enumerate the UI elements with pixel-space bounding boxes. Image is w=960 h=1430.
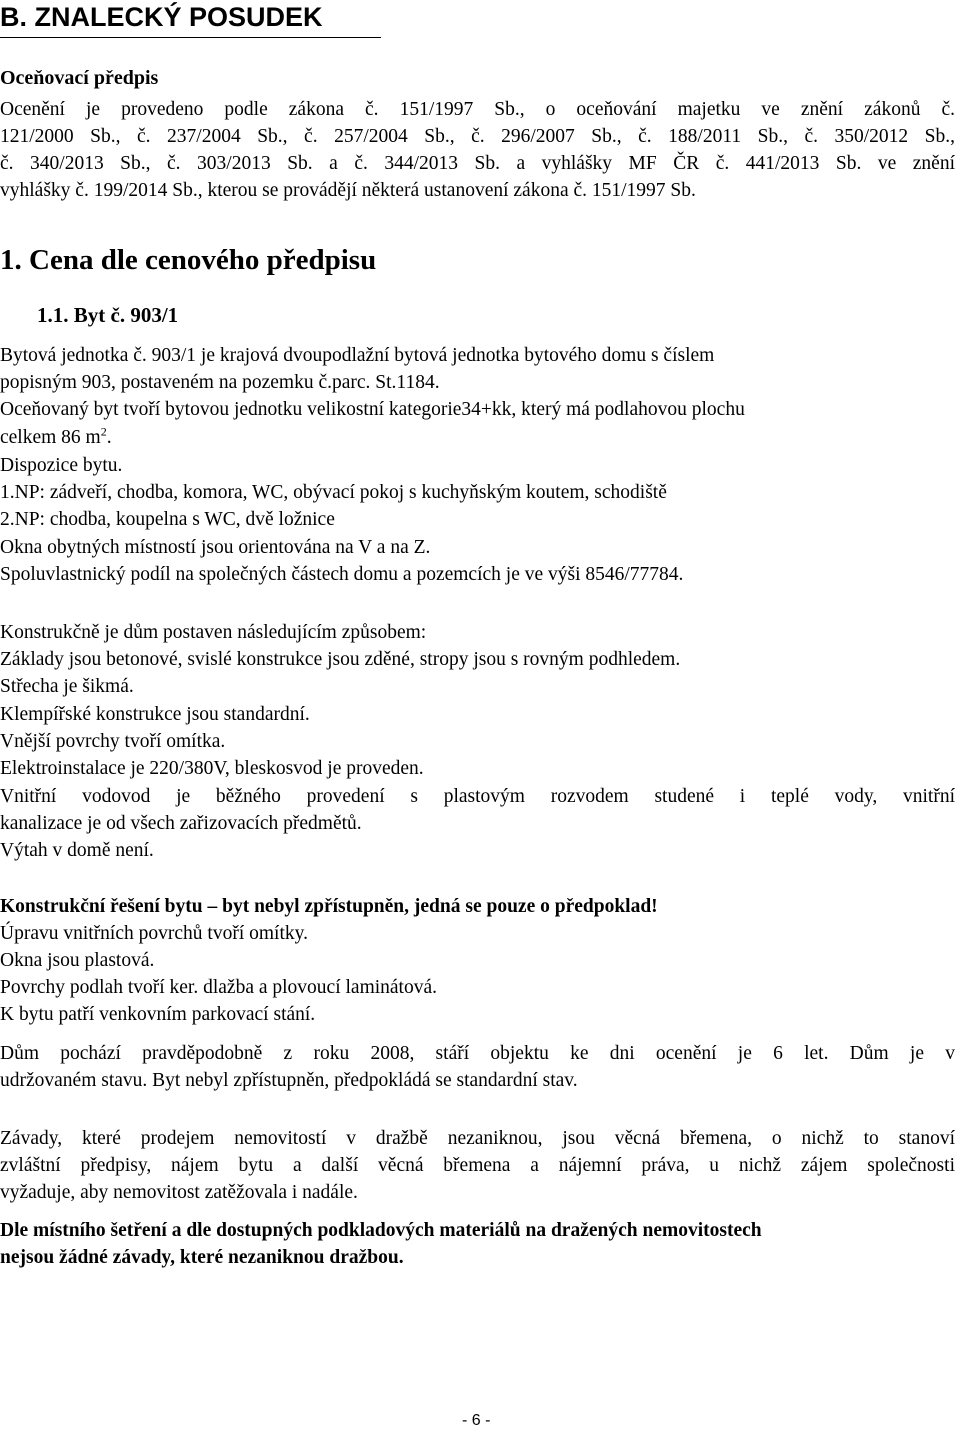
subheading: Oceňovací předpis xyxy=(0,67,159,89)
conclusion-line-2: nejsou žádné závady, které nezaniknou dražbou. xyxy=(0,1247,404,1268)
subsection-title: 1.1. Byt č. 903/1 xyxy=(37,303,179,327)
construction-line-6: Elektroinstalace je 220/380V, bleskosvod je proveden. xyxy=(0,758,424,779)
unit-desc-line-2: popisným 903, postaveném na pozemku č.parc. St.1184. xyxy=(0,372,440,393)
layout-line-3: 2.NP: chodba, koupelna s WC, dvě ložnice xyxy=(0,509,335,530)
conclusion-line-1: Dle místního šetření a dle dostupných podkladových materiálů na dražených nemovitostech xyxy=(0,1220,762,1241)
assumption-line-4: K bytu patří venkovním parkovací stání. xyxy=(0,1004,316,1025)
construction-line-9: Výtah v domě není. xyxy=(0,840,154,861)
construction-line-2: Základy jsou betonové, svislé konstrukce jsou zděné, stropy jsou s rovným podhledem. xyxy=(0,649,681,670)
construction-line-7: Vnitřní vodovod je běžného provedení s plastovým rozvodem studené i teplé vody, vnitřní xyxy=(0,786,955,807)
layout-line-1: Dispozice bytu. xyxy=(0,455,123,476)
intro-line-2: 121/2000 Sb., č. 237/2004 Sb., č. 257/2004 Sb., č. 296/2007 Sb., č. 188/2011 Sb., č. 350/2012 Sb., xyxy=(0,126,955,147)
area-end: . xyxy=(106,427,112,448)
section-title: 1. Cena dle cenového předpisu xyxy=(0,244,377,276)
assumption-line-2: Okna jsou plastová. xyxy=(0,950,155,971)
defects-line-1: Závady, které prodejem nemovitostí v dražbě nezaniknou, jsou věcná břemena, o nichž to stanoví xyxy=(0,1128,955,1149)
defects-line-2: zvláštní předpisy, nájem bytu a další věcná břemena a nájemní práva, u nichž zájem společnosti xyxy=(0,1155,955,1176)
notice-bold: Konstrukční řešení bytu – byt nebyl zpřístupněn, jedná se pouze o předpoklad! xyxy=(0,896,658,917)
intro-line-4: vyhlášky č. 199/2014 Sb., kterou se provádějí některá ustanovení zákona č. 151/1997 Sb. xyxy=(0,180,696,201)
construction-line-3: Střecha je šikmá. xyxy=(0,676,134,697)
unit-desc-line-1: Bytová jednotka č. 903/1 je krajová dvoupodlažní bytová jednotka bytového domu s číslem xyxy=(0,345,715,366)
construction-line-1: Konstrukčně je dům postaven následujícím způsobem: xyxy=(0,622,427,643)
assumption-line-1: Úpravu vnitřních povrchů tvoří omítky. xyxy=(0,923,308,944)
assumption-line-3: Povrchy podlah tvoří ker. dlažba a plovoucí laminátová. xyxy=(0,977,438,998)
construction-line-4: Klempířské konstrukce jsou standardní. xyxy=(0,704,310,725)
layout-line-2: 1.NP: zádveří, chodba, komora, WC, obývací pokoj s kuchyňským koutem, schodiště xyxy=(0,482,667,503)
area-text: celkem 86 m xyxy=(0,427,101,448)
construction-line-5: Vnější povrchy tvoří omítka. xyxy=(0,731,226,752)
document-heading: B. ZNALECKÝ POSUDEK xyxy=(0,2,323,32)
age-line-1: Dům pochází pravděpodobně z roku 2008, stáří objektu ke dni ocenění je 6 let. Dům je v xyxy=(0,1043,955,1064)
layout-line-5: Spoluvlastnický podíl na společných částech domu a pozemcích je ve výši 8546/77784. xyxy=(0,564,684,585)
area-superscript: 2 xyxy=(100,424,107,439)
defects-line-3: vyžaduje, aby nemovitost zatěžovala i nadále. xyxy=(0,1182,358,1203)
heading-underline xyxy=(0,37,381,38)
page-number: - 6 - xyxy=(462,1412,491,1429)
unit-desc-line-3: Oceňovaný byt tvoří bytovou jednotku velikostní kategorie34+kk, který má podlahovou plochu xyxy=(0,399,745,420)
layout-line-4: Okna obytných místností jsou orientována na V a na Z. xyxy=(0,537,431,558)
intro-line-3: č. 340/2013 Sb., č. 303/2013 Sb. a č. 344/2013 Sb. a vyhlášky MF ČR č. 441/2013 Sb. ve znění xyxy=(0,153,955,174)
construction-line-8: kanalizace je od všech zařizovacích předmětů. xyxy=(0,813,362,834)
intro-line-1: Ocenění je provedeno podle zákona č. 151/1997 Sb., o oceňování majetku ve znění zákonů č. xyxy=(0,99,955,120)
unit-area xyxy=(0,425,112,451)
age-line-2: udržovaném stavu. Byt nebyl zpřístupněn, předpokládá se standardní stav. xyxy=(0,1070,578,1091)
